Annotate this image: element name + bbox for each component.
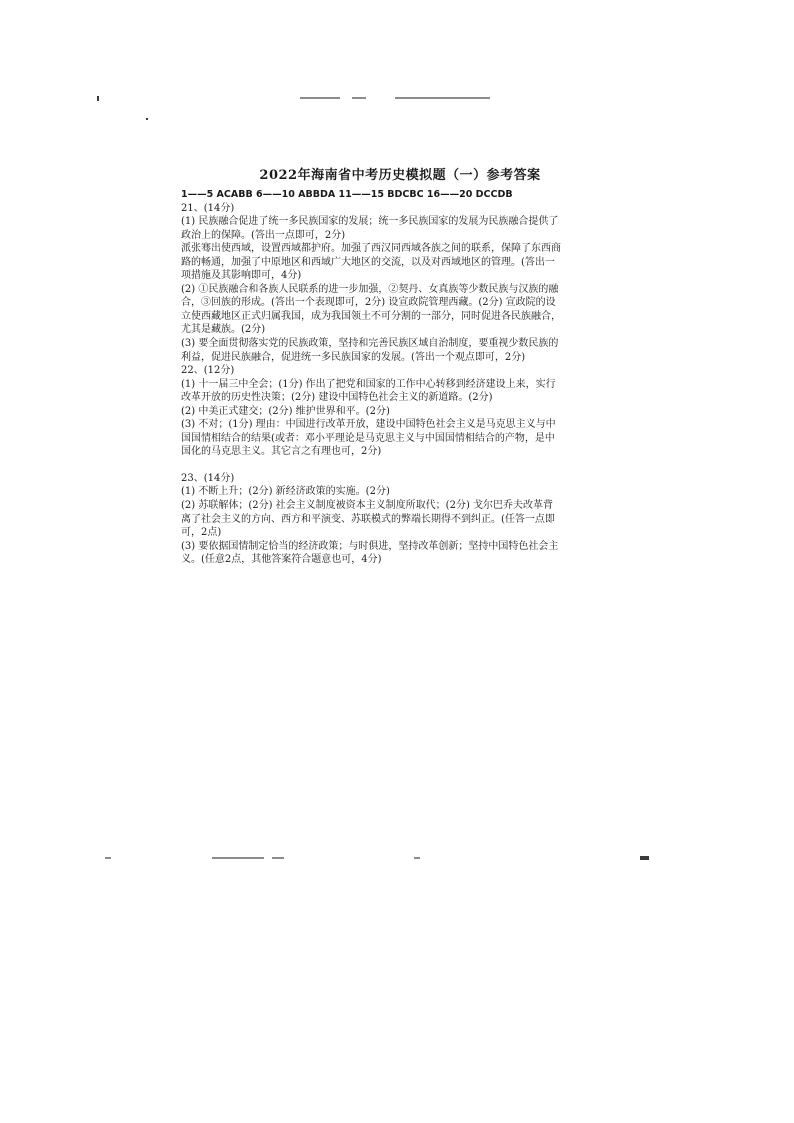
answer-paragraph: 派张骞出使西域，设置西域都护府。加强了西汉同西域各族之间的联系，保障了东西商路的畅通，加强了中原地区和西域广大地区的交流，以及对西域地区的管理。(答出一项措施及其影响即可，4分): [181, 243, 561, 282]
answer-key: [181, 188, 561, 567]
answer-paragraph: (1) 十一届三中全会；(1分) 作出了把党和国家的工作中心转移到经济建设上来，实行改革开放的历史性决策；(2分) 建设中国特色社会主义的新道路。(2分): [181, 378, 556, 404]
question-23: [181, 472, 561, 567]
page-title: 2022年海南省中考历史模拟题（一）参考答案: [259, 168, 541, 183]
scan-artifact: [640, 856, 649, 860]
scan-artifact: [352, 97, 366, 99]
answer-paragraph: (1) 民族融合促进了统一多民族国家的发展；统一多民族国家的发展为民族融合提供了政治上的保障。(答出一点即可，2分): [181, 216, 559, 241]
answer-paragraph: (1) 不断上升；(2分) 新经济政策的实施。(2分): [181, 486, 390, 498]
answer-paragraph: (3) 要全面贯彻落实党的民族政策，坚持和完善民族区域自治制度，要重视少数民族的利益，促进民族融合，促进统一多民族国家的发展。(答出一个观点即可，2分): [181, 338, 559, 363]
question-21: [181, 202, 561, 365]
choice-answers: 1——5 ACABB 6——10 ABBDA 11——15 BDCBC 16——20 DCCDB: [181, 189, 513, 200]
scan-artifact: [414, 857, 420, 859]
scan-artifact: [105, 857, 111, 859]
scan-artifact: [97, 96, 99, 101]
spacer: [181, 459, 561, 472]
answer-paragraph: (3) 要依据国情制定恰当的经济政策；与时俱进，坚持改革创新；坚持中国特色社会主义。(任意2点，其他答案符合题意也可，4分): [181, 540, 559, 566]
answer-paragraph: (2) ①民族融合和各族人民联系的进一步加强，②契丹、女真族等少数民族与汉族的融合，③回族的形成。(答出一个表现即可，2分) 设宣政院管理西藏。(2分) 宣政院的设立使西藏地区正式归属我国，成为我国领土不可分割的一部分，同时促进各民族融合，尤其是藏族。(2分): [181, 283, 561, 336]
scan-artifact: [395, 97, 490, 99]
question-header: 22、(12分): [181, 365, 235, 377]
answer-paragraph: (2) 苏联解体；(2分) 社会主义制度被资本主义制度所取代；(2分) 戈尔巴乔夫改革背离了社会主义的方向、西方和平演变、苏联模式的弊端长期得不到纠正。(任答一点即可，2点): [181, 500, 555, 539]
question-header: 21、(14分): [181, 202, 235, 214]
scan-artifact: [212, 857, 264, 859]
answer-paragraph: (3) 不对；(1分) 理由：中国进行改革开放，建设中国特色社会主义是马克思主义与中国国情相结合的结果(或者：邓小平理论是马克思主义与中国国情相结合的产物，是中国化的马克思主义。其它言之有理也可，2分): [181, 419, 556, 458]
answer-paragraph: (2) 中美正式建交；(2分) 维护世界和平。(2分): [181, 405, 390, 417]
scan-artifact: [146, 118, 148, 120]
question-header: 23、(14分): [181, 472, 235, 484]
question-22: [181, 364, 561, 459]
scan-artifact: [300, 97, 340, 99]
scan-artifact: [272, 857, 284, 859]
